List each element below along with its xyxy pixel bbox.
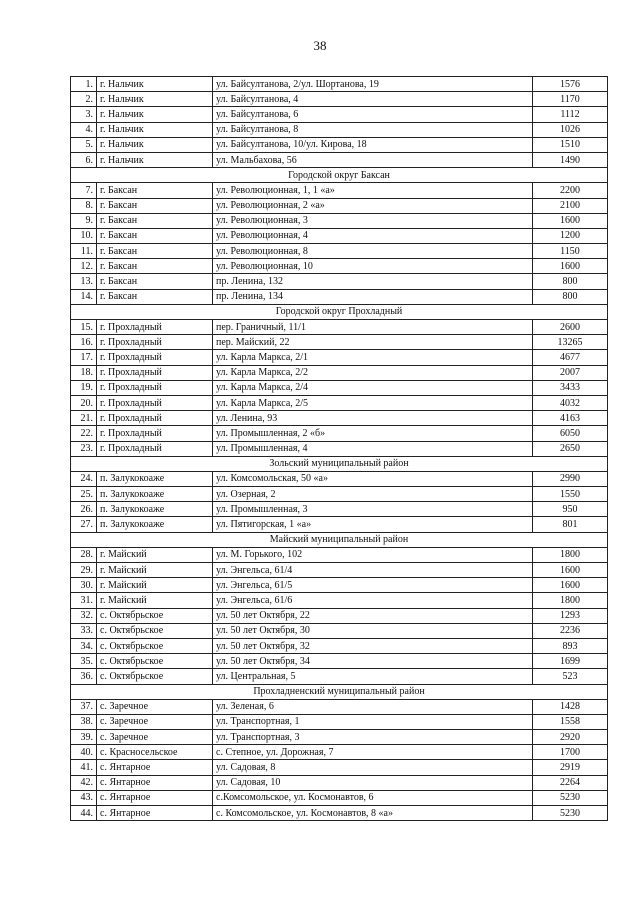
settlement-cell: п. Залукокоаже bbox=[97, 517, 213, 532]
table-row bbox=[71, 335, 608, 350]
settlement-cell: г. Нальчик bbox=[97, 77, 213, 92]
table-row bbox=[71, 77, 608, 92]
table-row bbox=[71, 790, 608, 805]
value-cell: 1699 bbox=[533, 654, 608, 669]
row-number-cell: 43. bbox=[71, 790, 97, 805]
row-number-cell: 34. bbox=[71, 638, 97, 653]
settlement-cell: г. Прохладный bbox=[97, 441, 213, 456]
settlement-cell: г. Майский bbox=[97, 578, 213, 593]
row-number-cell: 44. bbox=[71, 806, 97, 821]
table-row bbox=[71, 259, 608, 274]
row-number-cell: 28. bbox=[71, 547, 97, 562]
value-cell: 2007 bbox=[533, 365, 608, 380]
settlement-cell: г. Прохладный bbox=[97, 335, 213, 350]
address-cell: ул. Революционная, 10 bbox=[213, 259, 533, 274]
table-row bbox=[71, 517, 608, 532]
value-cell: 2600 bbox=[533, 320, 608, 335]
value-cell: 2990 bbox=[533, 471, 608, 486]
row-number-cell: 31. bbox=[71, 593, 97, 608]
row-number-cell: 39. bbox=[71, 730, 97, 745]
address-cell: ул. Байсултанова, 8 bbox=[213, 122, 533, 137]
address-cell: ул. Промышленная, 4 bbox=[213, 441, 533, 456]
address-cell: с. Степное, ул. Дорожная, 7 bbox=[213, 745, 533, 760]
row-number-cell: 36. bbox=[71, 669, 97, 684]
table-row bbox=[71, 411, 608, 426]
table-row bbox=[71, 699, 608, 714]
section-header-row bbox=[71, 684, 608, 699]
table-body bbox=[71, 77, 608, 821]
row-number-cell: 27. bbox=[71, 517, 97, 532]
address-cell: ул. Карла Маркса, 2/2 bbox=[213, 365, 533, 380]
address-cell: ул. Пятигорская, 1 «а» bbox=[213, 517, 533, 532]
section-title: Прохладненский муниципальный район bbox=[71, 684, 608, 699]
address-cell: ул. Байсултанова, 2/ул. Шортанова, 19 bbox=[213, 77, 533, 92]
settlement-cell: с. Октябрьское bbox=[97, 669, 213, 684]
row-number-cell: 17. bbox=[71, 350, 97, 365]
address-cell: ул. Зеленая, 6 bbox=[213, 699, 533, 714]
value-cell: 1600 bbox=[533, 563, 608, 578]
value-cell: 800 bbox=[533, 289, 608, 304]
table-row bbox=[71, 669, 608, 684]
value-cell: 2236 bbox=[533, 623, 608, 638]
address-cell: пер. Граничный, 11/1 bbox=[213, 320, 533, 335]
value-cell: 1600 bbox=[533, 578, 608, 593]
table-row bbox=[71, 183, 608, 198]
table-row bbox=[71, 137, 608, 152]
row-number-cell: 23. bbox=[71, 441, 97, 456]
settlement-cell: с. Заречное bbox=[97, 699, 213, 714]
address-cell: ул. Байсултанова, 10/ул. Кирова, 18 bbox=[213, 137, 533, 152]
table-row bbox=[71, 350, 608, 365]
row-number-cell: 41. bbox=[71, 760, 97, 775]
settlement-cell: г. Прохладный bbox=[97, 380, 213, 395]
table-row bbox=[71, 395, 608, 410]
table-row bbox=[71, 320, 608, 335]
value-cell: 1170 bbox=[533, 92, 608, 107]
settlement-cell: с. Октябрьское bbox=[97, 638, 213, 653]
address-cell: ул. Байсултанова, 4 bbox=[213, 92, 533, 107]
table-row bbox=[71, 380, 608, 395]
value-cell: 1700 bbox=[533, 745, 608, 760]
settlement-cell: г. Прохладный bbox=[97, 320, 213, 335]
row-number-cell: 38. bbox=[71, 714, 97, 729]
row-number-cell: 8. bbox=[71, 198, 97, 213]
page-number: 38 bbox=[313, 38, 327, 53]
row-number-cell: 1. bbox=[71, 77, 97, 92]
settlement-cell: п. Залукокоаже bbox=[97, 471, 213, 486]
section-header-row bbox=[71, 168, 608, 183]
settlement-cell: с. Янтарное bbox=[97, 806, 213, 821]
address-cell: пер. Майский, 22 bbox=[213, 335, 533, 350]
row-number-cell: 13. bbox=[71, 274, 97, 289]
table-row bbox=[71, 122, 608, 137]
value-cell: 1293 bbox=[533, 608, 608, 623]
table-row bbox=[71, 289, 608, 304]
row-number-cell: 15. bbox=[71, 320, 97, 335]
table-row bbox=[71, 760, 608, 775]
settlement-cell: с. Октябрьское bbox=[97, 623, 213, 638]
table-row bbox=[71, 745, 608, 760]
settlement-cell: с. Октябрьское bbox=[97, 608, 213, 623]
table-row bbox=[71, 578, 608, 593]
settlement-cell: г. Прохладный bbox=[97, 426, 213, 441]
address-cell: ул. Карла Маркса, 2/4 bbox=[213, 380, 533, 395]
address-cell: пр. Ленина, 132 bbox=[213, 274, 533, 289]
row-number-cell: 29. bbox=[71, 563, 97, 578]
settlement-cell: с. Янтарное bbox=[97, 790, 213, 805]
address-cell: ул. Революционная, 1, 1 «а» bbox=[213, 183, 533, 198]
value-cell: 893 bbox=[533, 638, 608, 653]
section-title: Зольский муниципальный район bbox=[71, 456, 608, 471]
settlement-cell: п. Залукокоаже bbox=[97, 487, 213, 502]
row-number-cell: 42. bbox=[71, 775, 97, 790]
table-row bbox=[71, 244, 608, 259]
address-cell: ул. Революционная, 2 «а» bbox=[213, 198, 533, 213]
settlement-cell: г. Баксан bbox=[97, 228, 213, 243]
settlement-cell: г. Майский bbox=[97, 563, 213, 578]
settlement-cell: г. Баксан bbox=[97, 289, 213, 304]
value-cell: 1800 bbox=[533, 547, 608, 562]
address-cell: ул. Революционная, 8 bbox=[213, 244, 533, 259]
value-cell: 2919 bbox=[533, 760, 608, 775]
settlement-cell: с. Заречное bbox=[97, 714, 213, 729]
table-row bbox=[71, 547, 608, 562]
table-row bbox=[71, 213, 608, 228]
value-cell: 1490 bbox=[533, 152, 608, 167]
section-title: Майский муниципальный район bbox=[71, 532, 608, 547]
value-cell: 801 bbox=[533, 517, 608, 532]
address-cell: ул. Мальбахова, 56 bbox=[213, 152, 533, 167]
settlement-cell: с. Янтарное bbox=[97, 775, 213, 790]
row-number-cell: 4. bbox=[71, 122, 97, 137]
value-cell: 1558 bbox=[533, 714, 608, 729]
table-row bbox=[71, 608, 608, 623]
table-row bbox=[71, 654, 608, 669]
settlement-cell: г. Майский bbox=[97, 593, 213, 608]
address-cell: ул. 50 лет Октября, 34 bbox=[213, 654, 533, 669]
address-cell: ул. Центральная, 5 bbox=[213, 669, 533, 684]
table-row bbox=[71, 441, 608, 456]
settlement-cell: с. Октябрьское bbox=[97, 654, 213, 669]
settlement-cell: г. Баксан bbox=[97, 274, 213, 289]
row-number-cell: 2. bbox=[71, 92, 97, 107]
address-cell: ул. 50 лет Октября, 22 bbox=[213, 608, 533, 623]
address-cell: ул. Энгельса, 61/5 bbox=[213, 578, 533, 593]
value-cell: 3433 bbox=[533, 380, 608, 395]
value-cell: 1026 bbox=[533, 122, 608, 137]
table-row bbox=[71, 228, 608, 243]
address-cell: ул. Карла Маркса, 2/1 bbox=[213, 350, 533, 365]
settlement-cell: г. Майский bbox=[97, 547, 213, 562]
settlement-cell: г. Прохладный bbox=[97, 395, 213, 410]
row-number-cell: 3. bbox=[71, 107, 97, 122]
address-cell: ул. 50 лет Октября, 32 bbox=[213, 638, 533, 653]
settlement-cell: г. Баксан bbox=[97, 244, 213, 259]
row-number-cell: 24. bbox=[71, 471, 97, 486]
value-cell: 2920 bbox=[533, 730, 608, 745]
value-cell: 1112 bbox=[533, 107, 608, 122]
table-row bbox=[71, 502, 608, 517]
section-header-row bbox=[71, 532, 608, 547]
address-cell: ул. Ленина, 93 bbox=[213, 411, 533, 426]
settlement-cell: г. Прохладный bbox=[97, 350, 213, 365]
table-row bbox=[71, 274, 608, 289]
table-row bbox=[71, 714, 608, 729]
value-cell: 13265 bbox=[533, 335, 608, 350]
row-number-cell: 5. bbox=[71, 137, 97, 152]
address-cell: ул. Промышленная, 2 «б» bbox=[213, 426, 533, 441]
address-cell: ул. Промышленная, 3 bbox=[213, 502, 533, 517]
settlement-cell: г. Нальчик bbox=[97, 107, 213, 122]
value-cell: 800 bbox=[533, 274, 608, 289]
settlement-cell: г. Прохладный bbox=[97, 411, 213, 426]
row-number-cell: 37. bbox=[71, 699, 97, 714]
settlement-cell: г. Нальчик bbox=[97, 152, 213, 167]
table-row bbox=[71, 775, 608, 790]
value-cell: 1576 bbox=[533, 77, 608, 92]
row-number-cell: 40. bbox=[71, 745, 97, 760]
section-title: Городской округ Прохладный bbox=[71, 304, 608, 319]
value-cell: 2200 bbox=[533, 183, 608, 198]
address-cell: с.Комсомольское, ул. Космонавтов, 6 bbox=[213, 790, 533, 805]
table-row bbox=[71, 107, 608, 122]
row-number-cell: 9. bbox=[71, 213, 97, 228]
value-cell: 1600 bbox=[533, 213, 608, 228]
row-number-cell: 19. bbox=[71, 380, 97, 395]
value-cell: 2264 bbox=[533, 775, 608, 790]
row-number-cell: 25. bbox=[71, 487, 97, 502]
row-number-cell: 21. bbox=[71, 411, 97, 426]
value-cell: 1550 bbox=[533, 487, 608, 502]
table-row bbox=[71, 623, 608, 638]
value-cell: 5230 bbox=[533, 790, 608, 805]
address-cell: пр. Ленина, 134 bbox=[213, 289, 533, 304]
value-cell: 2100 bbox=[533, 198, 608, 213]
table-row bbox=[71, 806, 608, 821]
table-row bbox=[71, 730, 608, 745]
address-cell: ул. Садовая, 10 bbox=[213, 775, 533, 790]
address-cell: ул. Транспортная, 1 bbox=[213, 714, 533, 729]
value-cell: 950 bbox=[533, 502, 608, 517]
row-number-cell: 32. bbox=[71, 608, 97, 623]
settlement-cell: г. Баксан bbox=[97, 213, 213, 228]
section-header-row bbox=[71, 456, 608, 471]
table-row bbox=[71, 638, 608, 653]
row-number-cell: 30. bbox=[71, 578, 97, 593]
value-cell: 1600 bbox=[533, 259, 608, 274]
address-table bbox=[70, 76, 608, 821]
settlement-cell: г. Нальчик bbox=[97, 137, 213, 152]
value-cell: 4163 bbox=[533, 411, 608, 426]
settlement-cell: г. Баксан bbox=[97, 259, 213, 274]
row-number-cell: 18. bbox=[71, 365, 97, 380]
value-cell: 523 bbox=[533, 669, 608, 684]
row-number-cell: 20. bbox=[71, 395, 97, 410]
address-cell: с. Комсомольское, ул. Космонавтов, 8 «а» bbox=[213, 806, 533, 821]
address-cell: ул. Энгельса, 61/6 bbox=[213, 593, 533, 608]
value-cell: 1150 bbox=[533, 244, 608, 259]
settlement-cell: с. Красносельское bbox=[97, 745, 213, 760]
address-cell: ул. Озерная, 2 bbox=[213, 487, 533, 502]
settlement-cell: с. Янтарное bbox=[97, 760, 213, 775]
table-row bbox=[71, 563, 608, 578]
address-cell: ул. 50 лет Октября, 30 bbox=[213, 623, 533, 638]
row-number-cell: 14. bbox=[71, 289, 97, 304]
row-number-cell: 6. bbox=[71, 152, 97, 167]
row-number-cell: 35. bbox=[71, 654, 97, 669]
value-cell: 2650 bbox=[533, 441, 608, 456]
value-cell: 1510 bbox=[533, 137, 608, 152]
table-row bbox=[71, 487, 608, 502]
section-title: Городской округ Баксан bbox=[71, 168, 608, 183]
value-cell: 5230 bbox=[533, 806, 608, 821]
row-number-cell: 33. bbox=[71, 623, 97, 638]
settlement-cell: г. Баксан bbox=[97, 183, 213, 198]
address-cell: ул. Карла Маркса, 2/5 bbox=[213, 395, 533, 410]
value-cell: 4677 bbox=[533, 350, 608, 365]
row-number-cell: 22. bbox=[71, 426, 97, 441]
address-cell: ул. Энгельса, 61/4 bbox=[213, 563, 533, 578]
settlement-cell: п. Залукокоаже bbox=[97, 502, 213, 517]
table-row bbox=[71, 365, 608, 380]
address-cell: ул. Транспортная, 3 bbox=[213, 730, 533, 745]
value-cell: 4032 bbox=[533, 395, 608, 410]
value-cell: 1800 bbox=[533, 593, 608, 608]
table-row bbox=[71, 426, 608, 441]
address-cell: ул. Садовая, 8 bbox=[213, 760, 533, 775]
settlement-cell: с. Заречное bbox=[97, 730, 213, 745]
address-cell: ул. Байсултанова, 6 bbox=[213, 107, 533, 122]
address-cell: ул. М. Горького, 102 bbox=[213, 547, 533, 562]
address-cell: ул. Комсомольская, 50 «а» bbox=[213, 471, 533, 486]
table-row bbox=[71, 92, 608, 107]
value-cell: 1200 bbox=[533, 228, 608, 243]
row-number-cell: 7. bbox=[71, 183, 97, 198]
settlement-cell: г. Нальчик bbox=[97, 122, 213, 137]
table-row bbox=[71, 198, 608, 213]
row-number-cell: 26. bbox=[71, 502, 97, 517]
table-row bbox=[71, 593, 608, 608]
row-number-cell: 11. bbox=[71, 244, 97, 259]
settlement-cell: г. Баксан bbox=[97, 198, 213, 213]
value-cell: 1428 bbox=[533, 699, 608, 714]
table-row bbox=[71, 152, 608, 167]
row-number-cell: 16. bbox=[71, 335, 97, 350]
table-row bbox=[71, 471, 608, 486]
value-cell: 6050 bbox=[533, 426, 608, 441]
row-number-cell: 10. bbox=[71, 228, 97, 243]
address-cell: ул. Революционная, 3 bbox=[213, 213, 533, 228]
row-number-cell: 12. bbox=[71, 259, 97, 274]
settlement-cell: г. Прохладный bbox=[97, 365, 213, 380]
settlement-cell: г. Нальчик bbox=[97, 92, 213, 107]
section-header-row bbox=[71, 304, 608, 319]
address-cell: ул. Революционная, 4 bbox=[213, 228, 533, 243]
